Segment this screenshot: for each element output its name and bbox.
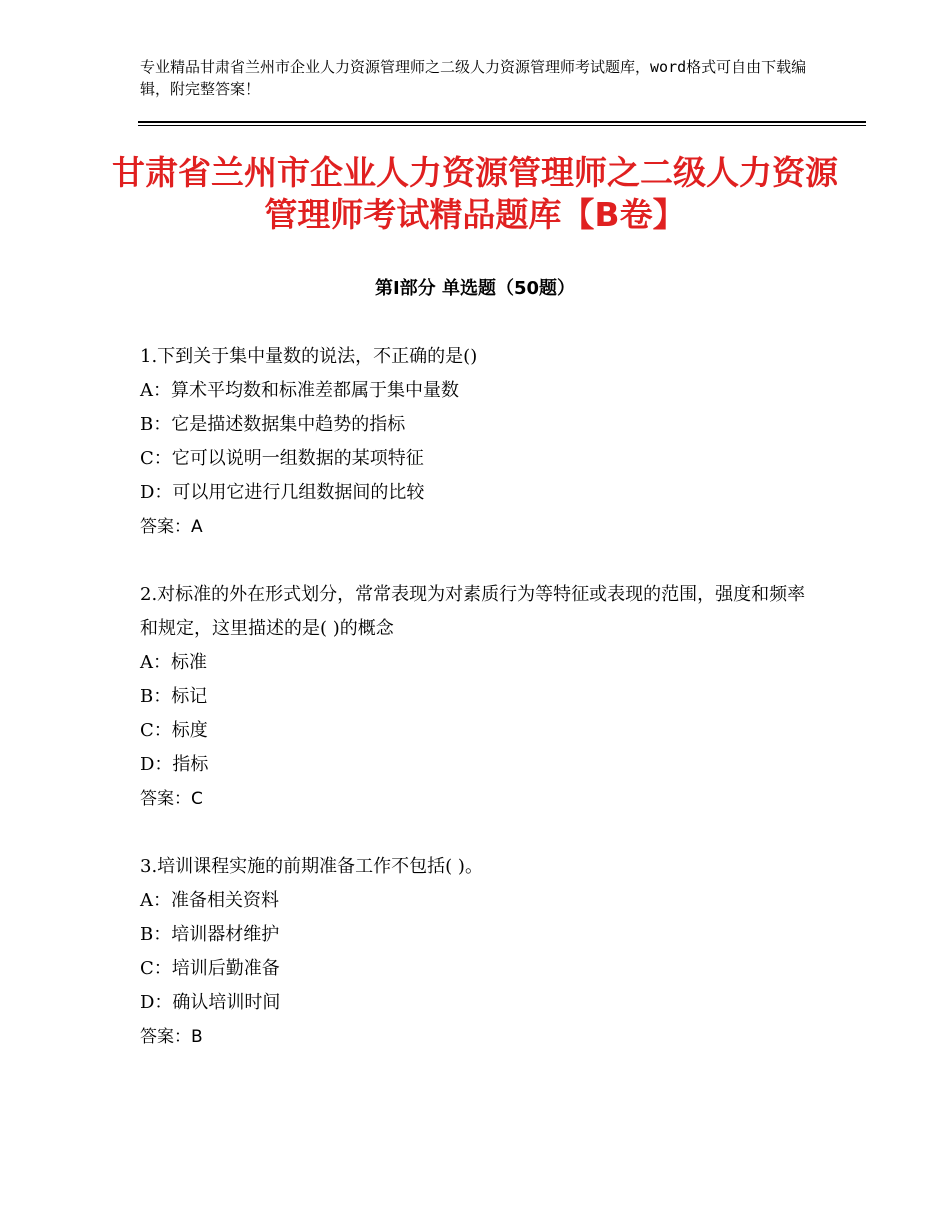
answer: 答案：A xyxy=(140,517,203,537)
option-a: A：准备相关资料 xyxy=(140,890,279,911)
option-c: C：它可以说明一组数据的某项特征 xyxy=(140,448,424,469)
option-d: D：指标 xyxy=(140,754,209,775)
question-1 xyxy=(140,340,820,544)
question-stem: 2.对标准的外在形式划分，常常表现为对素质行为等特征或表现的范围，强度和频率和规定，这里描述的是( )的概念 xyxy=(140,584,806,639)
option-b: B：它是描述数据集中趋势的指标 xyxy=(140,414,406,435)
answer: 答案：C xyxy=(140,789,203,809)
option-a: A：算术平均数和标准差都属于集中量数 xyxy=(140,380,459,401)
answer: 答案：B xyxy=(140,1027,203,1047)
question-list xyxy=(140,340,820,1088)
option-c: C：标度 xyxy=(140,720,208,741)
option-d: D：可以用它进行几组数据间的比较 xyxy=(140,482,425,503)
option-b: B：培训器材维护 xyxy=(140,924,280,945)
option-b: B：标记 xyxy=(140,686,208,707)
question-stem: 3.培训课程实施的前期准备工作不包括( )。 xyxy=(140,856,483,877)
header-divider-thin xyxy=(138,125,866,126)
question-3 xyxy=(140,850,820,1054)
option-a: A：标准 xyxy=(140,652,207,673)
section-title: 第Ⅰ部分 单选题（50题） xyxy=(374,278,575,299)
header-divider-thick xyxy=(138,121,866,123)
question-2 xyxy=(140,578,820,816)
header-note: 专业精品甘肃省兰州市企业人力资源管理师之二级人力资源管理师考试题库，word格式可自由下载编辑，附完整答案！ xyxy=(140,58,807,98)
document-title: 甘肃省兰州市企业人力资源管理师之二级人力资源管理师考试精品题库【B卷】 xyxy=(112,153,838,234)
question-stem: 1.下到关于集中量数的说法，不正确的是() xyxy=(140,346,478,367)
option-c: C：培训后勤准备 xyxy=(140,958,280,979)
option-d: D：确认培训时间 xyxy=(140,992,281,1013)
